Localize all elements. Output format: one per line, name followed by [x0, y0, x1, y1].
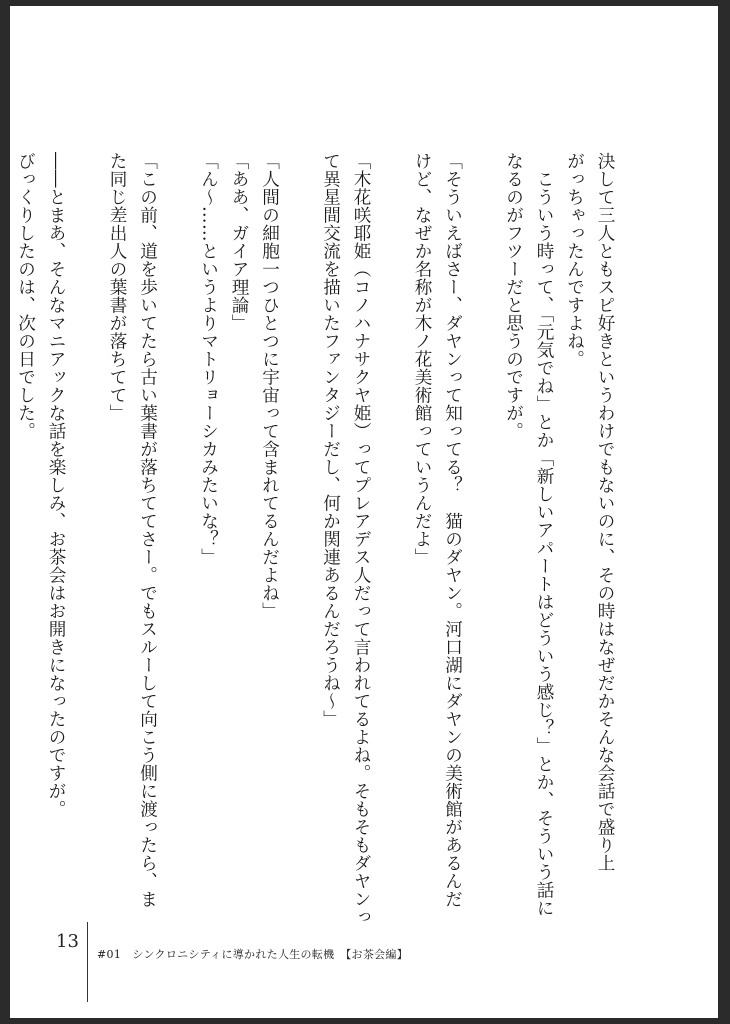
text-line: 「人間の細胞一つひとつに宇宙って含まれてるんだよね」 [259, 152, 280, 620]
text-line: 「ん～……というよりマトリョーシカみたいな？」 [198, 152, 219, 566]
book-page [10, 6, 718, 1018]
blank-line [163, 152, 194, 904]
text-line: びっくりしたのは、次の日でした。 [15, 152, 36, 440]
text-line: けど、なぜか名称が木ノ花美術館っていうんだよ」 [412, 152, 432, 566]
text-line: 「この前、道を歩いてたら古い葉書が落ちててさー。でもスルーして向こう側に渡ったら、ま [137, 152, 158, 908]
body-text [15, 152, 620, 926]
blank-line [468, 152, 499, 904]
blank-line [71, 152, 102, 904]
text-line: なるのがフツーだと思うのですが。 [503, 152, 524, 440]
text-line: 「木花咲耶姫（コノハナサクヤ姫）ってプレアデス人だって言われてるよね。そもそもダヤンっ [351, 152, 371, 926]
text-line: がっちゃったんですよね。 [564, 152, 585, 368]
running-head: #01 シンクロニシティに導かれた人生の転機 【お茶会編】 [97, 948, 409, 961]
text-line: ――とまあ、そんなマニアックな話を楽しみ、お茶会はお開きになったのですが。 [46, 152, 66, 818]
text-line: た同じ差出人の葉書が落ちてて」 [107, 152, 127, 422]
text-line: て異星間交流を描いたファンタジーだし、何か関連あるんだろうね～」 [320, 152, 341, 728]
text-line: 決して三人ともスピ好きというわけでもないのに、その時はなぜだかそんな会話で盛り上 [595, 152, 615, 872]
page-number: 13 [56, 931, 79, 952]
blank-line [285, 152, 316, 904]
footer-divider [87, 922, 88, 1002]
text-line: 「ああ、ガイア理論」 [229, 152, 249, 332]
text-line: こういう時って、「元気でね」とか「新しいアパートはどういう感じ？」とか、そういう話に [534, 152, 554, 918]
blank-line [376, 152, 407, 904]
text-line: 「そういえばさー、ダヤンって知ってる？ 猫のダヤン。河口湖にダヤンの美術館があるんだ [442, 152, 463, 908]
